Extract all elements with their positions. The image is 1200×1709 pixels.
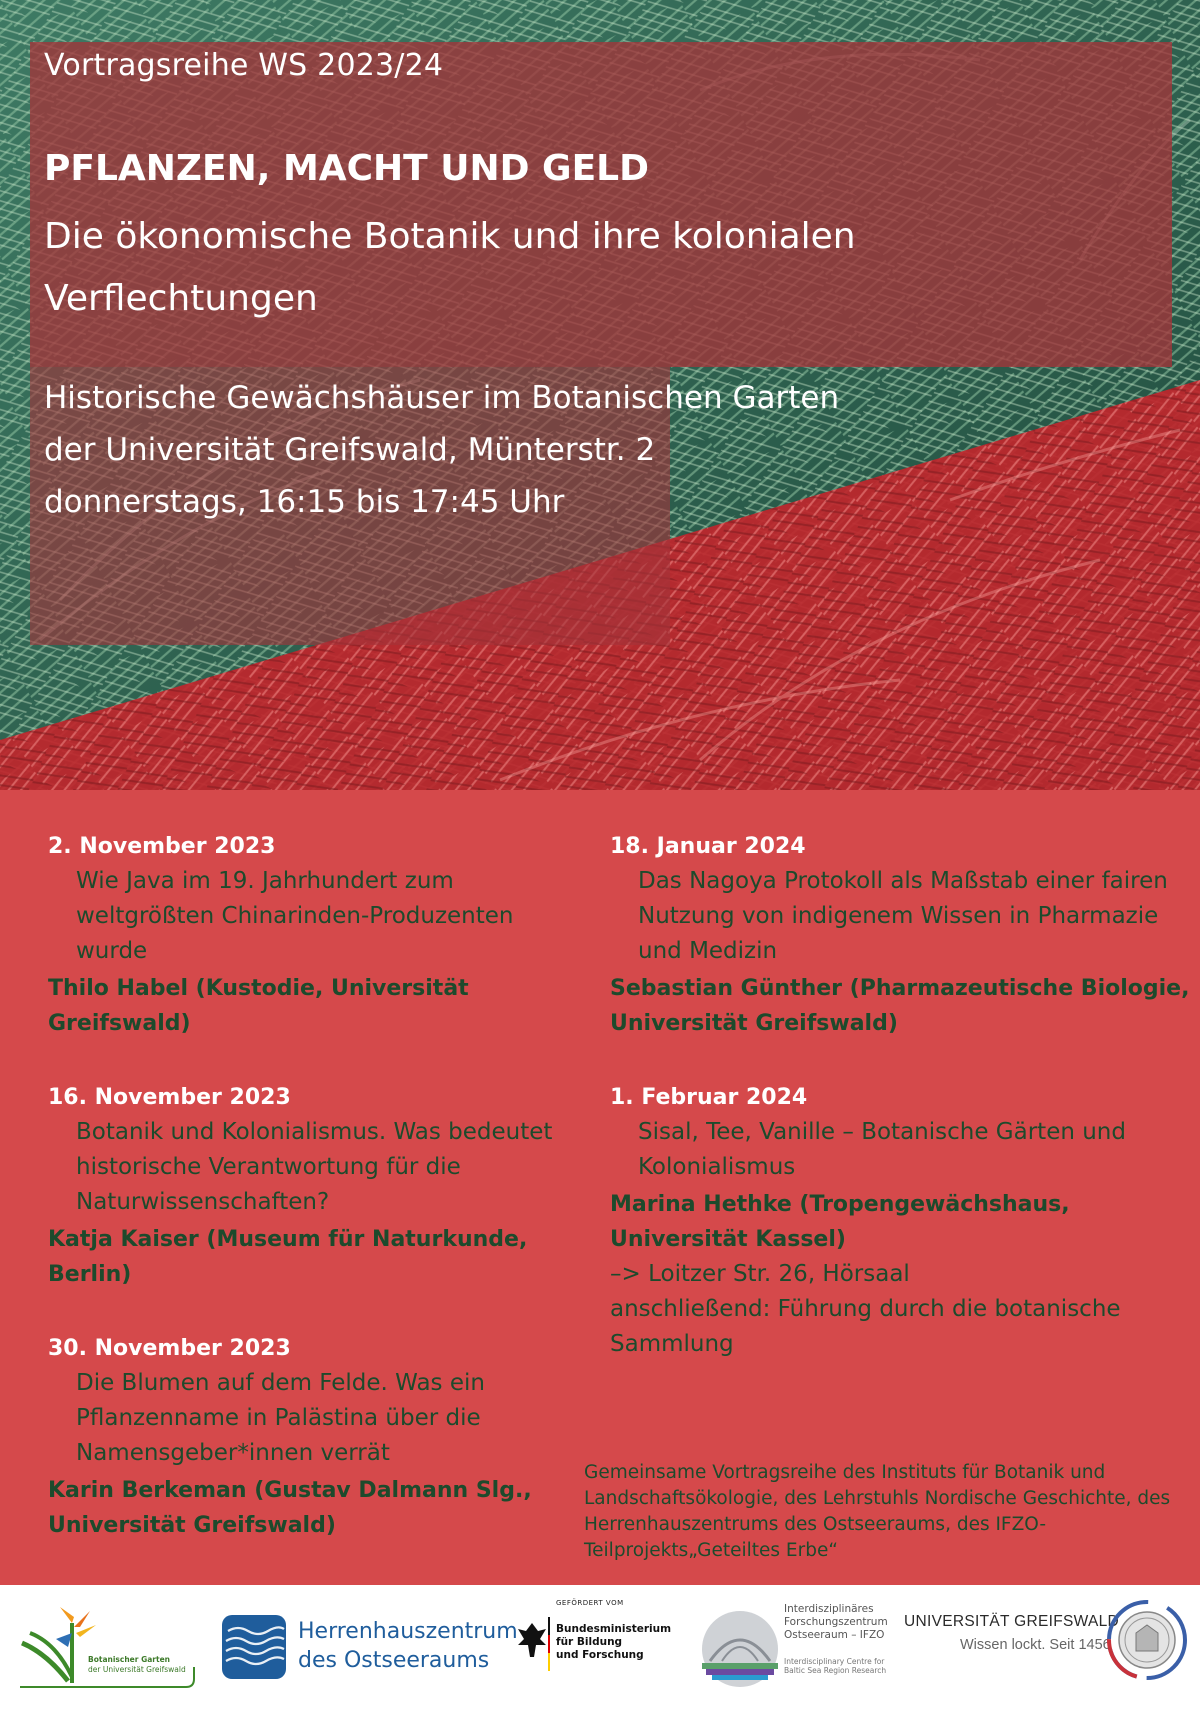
ifzo-line-2: Forschungszentrum [784, 1616, 888, 1628]
event-item [48, 832, 588, 1041]
waves-icon [222, 1615, 286, 1679]
hhz-line-1: Herrenhauszentrum [298, 1619, 518, 1644]
event-speaker: Sebastian Günther (Pharmazeutische Biologie, Universität Greifswald) [610, 976, 1190, 1036]
bmbf-name [556, 1623, 671, 1662]
event-date: 1. Februar 2024 [610, 1085, 808, 1110]
bmbf-line-1: Bundesministerium [556, 1623, 672, 1635]
page-subtitle: Die ökonomische Botanik und ihre kolonialen Verflechtungen [44, 216, 856, 319]
bg-logo-caption [88, 1655, 186, 1675]
bmbf-line-2: für Bildung [556, 1636, 623, 1648]
ifzo-small-1: Interdisciplinary Centre for [784, 1657, 885, 1666]
event-date: 30. November 2023 [48, 1336, 291, 1361]
series-label: Vortragsreihe WS 2023/24 [44, 48, 444, 83]
venue-info [44, 372, 944, 528]
program-column-left [48, 832, 588, 1585]
university-seal-icon [1106, 1599, 1188, 1681]
event-item [610, 832, 1190, 1041]
ifzo-dome-icon [700, 1609, 780, 1689]
event-talk-title: Wie Java im 19. Jahrhundert zum weltgrößten Chinarinden-Produzenten wurde [76, 868, 514, 964]
venue-line-1: Historische Gewächshäuser im Botanischen Garten [44, 380, 840, 416]
venue-line-2: der Universität Greifswald, Münterstr. 2 [44, 432, 656, 468]
event-talk-title: Das Nagoya Protokoll als Maßstab einer fairen Nutzung von indigenem Wissen in Pharmazie und Medizin [638, 868, 1168, 964]
herrenhauszentrum-logo [222, 1615, 522, 1685]
ifzo-logo [700, 1603, 890, 1699]
ifzo-name [784, 1603, 888, 1642]
event-talk-title: Die Blumen auf dem Felde. Was ein Pflanzenname in Palästina über die Namensgeber*innen verrät [76, 1370, 485, 1466]
event-item [48, 1083, 588, 1292]
bmbf-funded-by: GEFÖRDERT VOM [556, 1599, 624, 1607]
event-talk-title: Botanik und Kolonialismus. Was bedeutet historische Verantwortung für die Naturwissenschaften? [76, 1119, 553, 1215]
bmbf-logo [512, 1599, 682, 1695]
event-speaker: Thilo Habel (Kustodie, Universität Greifswald) [48, 976, 469, 1036]
ifzo-english-name [784, 1657, 886, 1675]
ifzo-line-3: Ostseeraum – IFZO [784, 1629, 885, 1641]
program-column-right [610, 832, 1190, 1404]
event-date: 2. November 2023 [48, 834, 276, 859]
bmbf-line-3: und Forschung [556, 1649, 644, 1661]
event-date: 18. Januar 2024 [610, 834, 806, 859]
bird-of-paradise-icon [16, 1603, 198, 1691]
page-title: PFLANZEN, MACHT UND GELD [44, 148, 650, 189]
event-item [610, 1083, 1190, 1362]
event-talk-title: Sisal, Tee, Vanille – Botanische Gärten und Kolonialismus [638, 1119, 1126, 1180]
event-speaker: Katja Kaiser (Museum für Naturkunde, Berlin) [48, 1227, 528, 1287]
botanischer-garten-logo [16, 1603, 198, 1691]
bg-logo-sub: der Universität Greifswald [88, 1665, 186, 1674]
universitaet-greifswald-logo [900, 1607, 1190, 1699]
ifzo-line-1: Interdisziplinäres [784, 1603, 874, 1615]
event-date: 16. November 2023 [48, 1085, 291, 1110]
federal-eagle-icon [514, 1617, 550, 1673]
event-followup-note: anschließend: Führung durch die botanische Sammlung [610, 1296, 1121, 1357]
ifzo-small-2: Baltic Sea Region Research [784, 1666, 887, 1675]
event-item [48, 1334, 588, 1543]
uni-tagline: Wissen lockt. Seit 1456 [960, 1637, 1111, 1653]
event-location-note: –> Loitzer Str. 26, Hörsaal [610, 1261, 910, 1287]
event-speaker: Karin Berkeman (Gustav Dalmann Slg., Universität Greifswald) [48, 1478, 532, 1538]
venue-time: donnerstags, 16:15 bis 17:45 Uhr [44, 484, 565, 520]
bg-logo-name: Botanischer Garten [88, 1655, 170, 1664]
organizers-note: Gemeinsame Vortragsreihe des Instituts für Botanik und Landschaftsökologie, des Lehrstuhls Nordische Geschichte, des Herrenhauszentrums des Ostseeraums, des IFZO-Teilprojekts„Geteiltes Erbe“ [584, 1462, 1171, 1561]
sponsor-logos [0, 1585, 1200, 1709]
uni-name: UNIVERSITÄT GREIFSWALD [904, 1613, 1120, 1630]
event-speaker: Marina Hethke (Tropengewächshaus, Universität Kassel) [610, 1192, 1070, 1252]
hhz-line-2: des Ostseeraums [298, 1648, 490, 1673]
hhz-logo-text [298, 1617, 518, 1675]
